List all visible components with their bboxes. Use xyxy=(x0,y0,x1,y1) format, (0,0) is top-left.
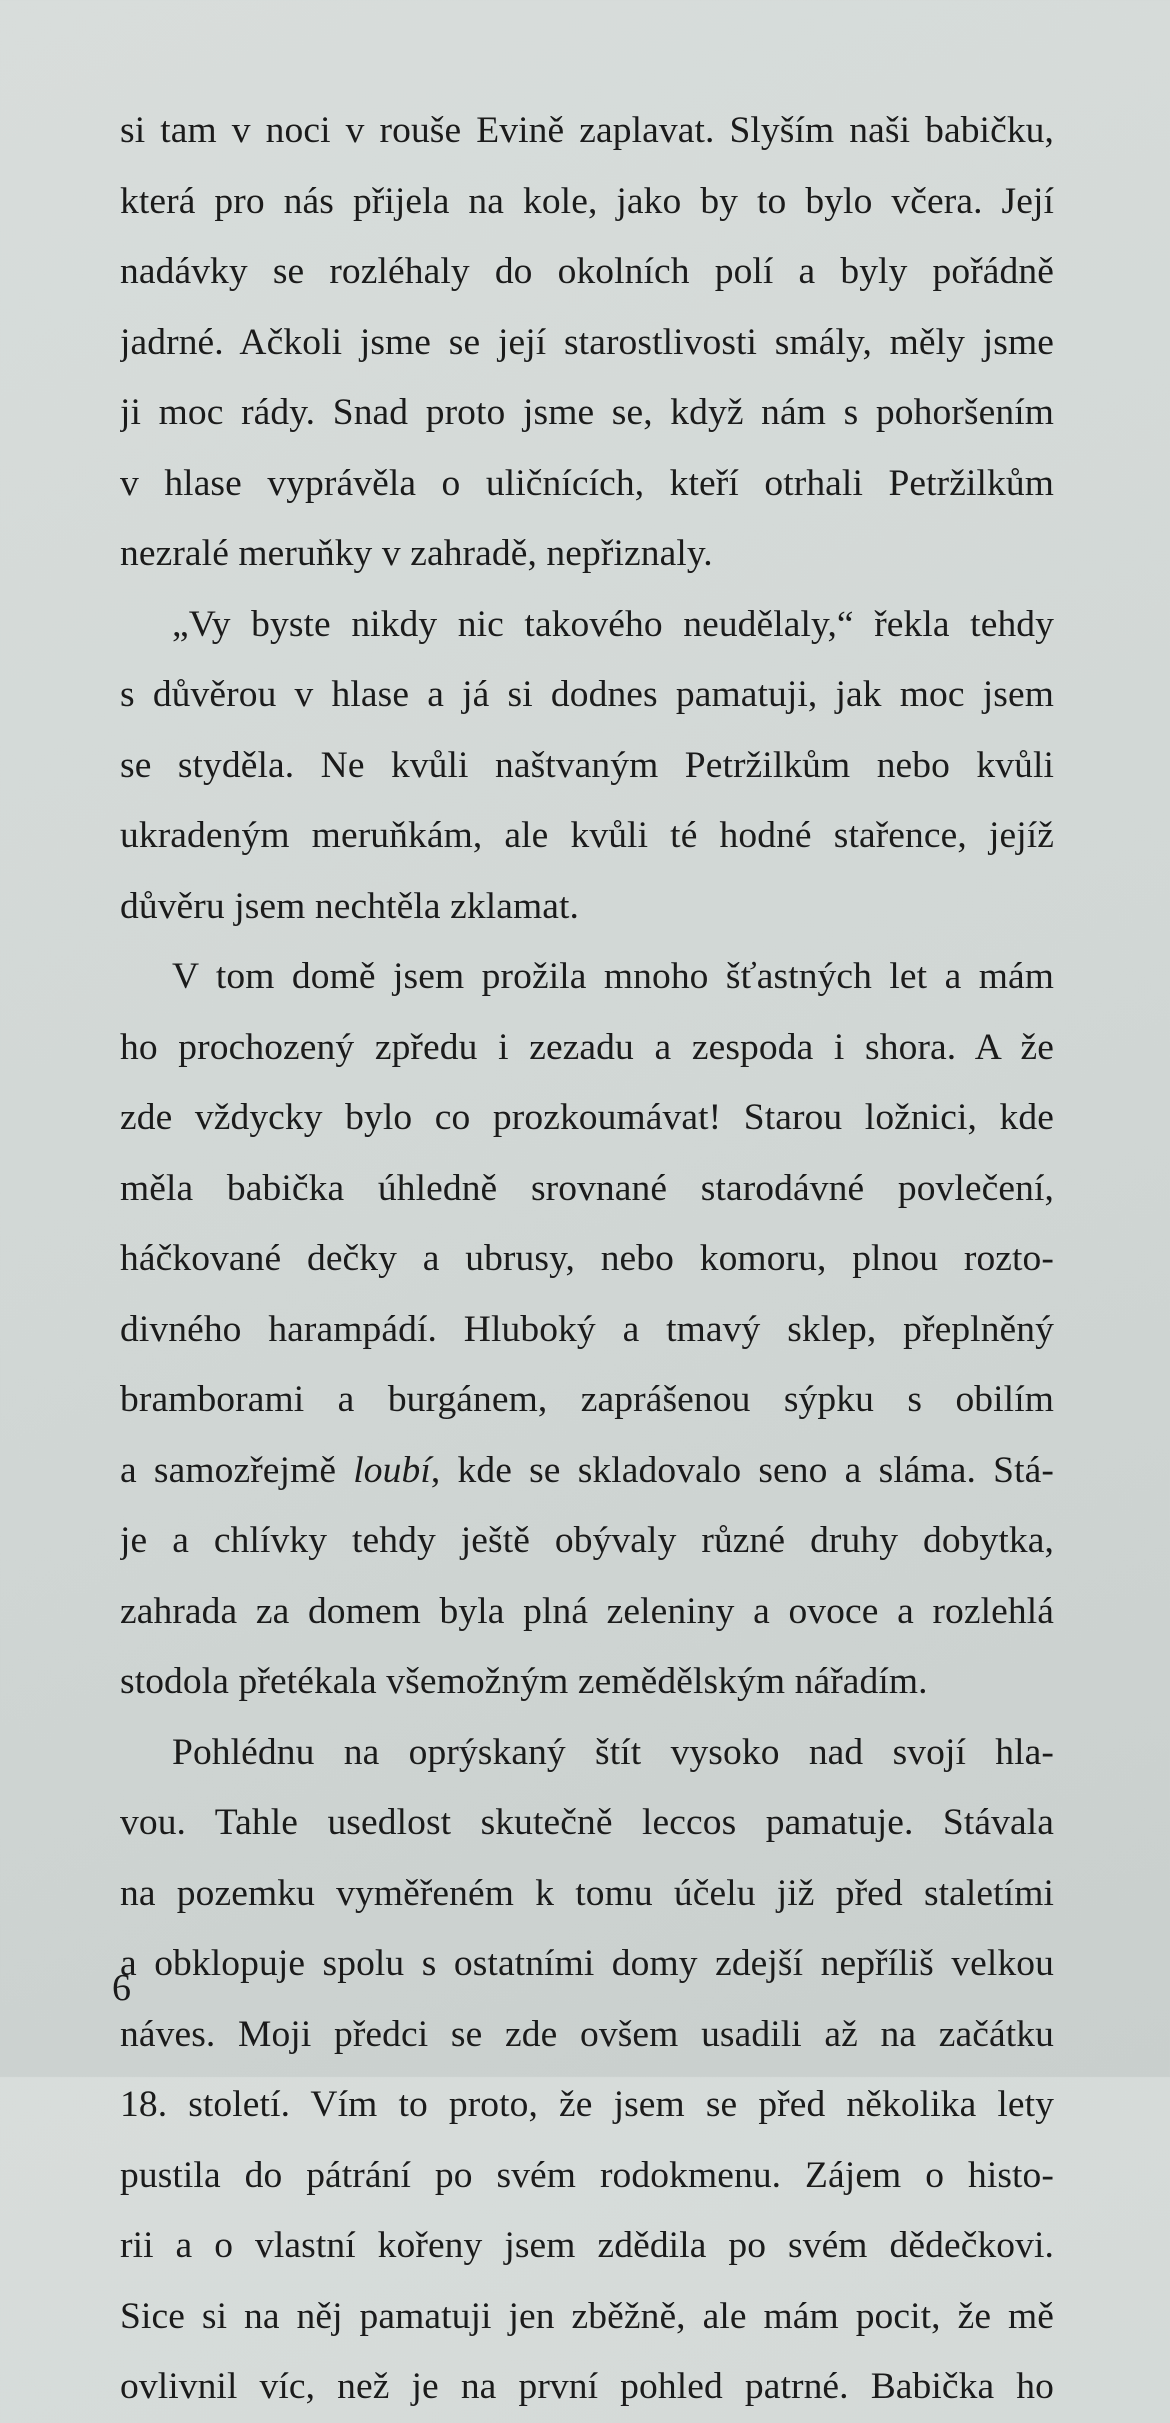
text-line: vou. Tahle usedlost skutečně leccos pamatuje. Stávala xyxy=(120,1802,1054,1843)
text-line: která pro nás přijela na kole, jako by to bylo včera. Její xyxy=(120,180,1054,222)
text-line: s důvěrou v hlase a já si dodnes pamatuji, jak moc jsem xyxy=(120,674,1054,715)
text-line: Pohlédnu na oprýskaný štít vysoko nad svojí hla- xyxy=(172,1731,1054,1773)
text-line: háčkované dečky a ubrusy, nebo komoru, plnou rozto- xyxy=(120,1238,1054,1279)
text-line: se styděla. Ne kvůli naštvaným Petržilkům nebo kvůli xyxy=(120,744,1054,786)
text-line: 18. století. Vím to proto, že jsem se před několika lety xyxy=(120,2084,1054,2125)
line-text-before: a samozřejmě xyxy=(120,1449,354,1491)
text-line: ukradeným meruňkám, ale kvůli té hodné stařence, jejíž xyxy=(120,815,1054,856)
text-line: důvěru jsem nechtěla zklamat. xyxy=(120,885,579,927)
text-line: nezralé meruňky v zahradě, nepřiznaly. xyxy=(120,533,713,574)
text-line: v hlase vyprávěla o uličnících, kteří otrhali Petržilkům xyxy=(120,462,1054,504)
italic-word: loubí xyxy=(353,1449,431,1491)
text-line: zahrada za domem byla plná zeleniny a ovoce a rozlehlá xyxy=(120,1590,1054,1632)
text-line: a obklopuje spolu s ostatními domy zdejší nepříliš velkou xyxy=(120,1943,1054,1984)
text-line-with-italic xyxy=(120,1436,1054,1507)
body-text xyxy=(120,96,1054,2423)
text-line: ho prochozený zpředu i zezadu a zespoda i shora. A že xyxy=(120,1026,1054,1068)
text-line: ovlivnil víc, než je na první pohled patrné. Babička ho xyxy=(120,2366,1054,2407)
line-text-after: , kde se skladovalo seno a sláma. Stá- xyxy=(430,1449,1054,1491)
text-line: „Vy byste nikdy nic takového neudělaly,“ řekla tehdy xyxy=(172,603,1054,645)
text-line: na pozemku vyměřeném k tomu účelu již před staletími xyxy=(120,1872,1054,1914)
text-line: jadrné. Ačkoli jsme se její starostlivosti smály, měly jsme xyxy=(120,321,1054,363)
text-line: rii a o vlastní kořeny jsem zdědila po svém dědečkovi. xyxy=(120,2225,1054,2266)
text-line: divného harampádí. Hluboký a tmavý sklep, přeplněný xyxy=(120,1308,1054,1350)
text-line: zde vždycky bylo co prozkoumávat! Starou ložnici, kde xyxy=(120,1097,1054,1138)
text-line: nadávky se rozléhaly do okolních polí a byly pořádně xyxy=(120,251,1054,292)
text-line: pustila do pátrání po svém rodokmenu. Zájem o histo- xyxy=(120,2154,1054,2196)
text-line: ji moc rády. Snad proto jsme se, když nám s pohoršením xyxy=(120,392,1054,433)
text-line: bramborami a burgánem, zaprášenou sýpku s obilím xyxy=(120,1379,1054,1420)
text-line: měla babička úhledně srovnané starodávné povlečení, xyxy=(120,1167,1054,1209)
text-line: je a chlívky tehdy ještě obývaly různé druhy dobytka, xyxy=(120,1520,1054,1561)
text-line: stodola přetékala všemožným zemědělským nářadím. xyxy=(120,1661,928,1702)
text-line: si tam v noci v rouše Evině zaplavat. Slyším naši babičku, xyxy=(120,110,1054,151)
text-line: V tom domě jsem prožila mnoho šťastných let a mám xyxy=(172,956,1054,997)
page-number: 6 xyxy=(112,1967,131,2009)
text-line: náves. Moji předci se zde ovšem usadili až na začátku xyxy=(120,2013,1054,2055)
text-line: Sice si na něj pamatuji jen zběžně, ale mám pocit, že mě xyxy=(120,2295,1054,2337)
